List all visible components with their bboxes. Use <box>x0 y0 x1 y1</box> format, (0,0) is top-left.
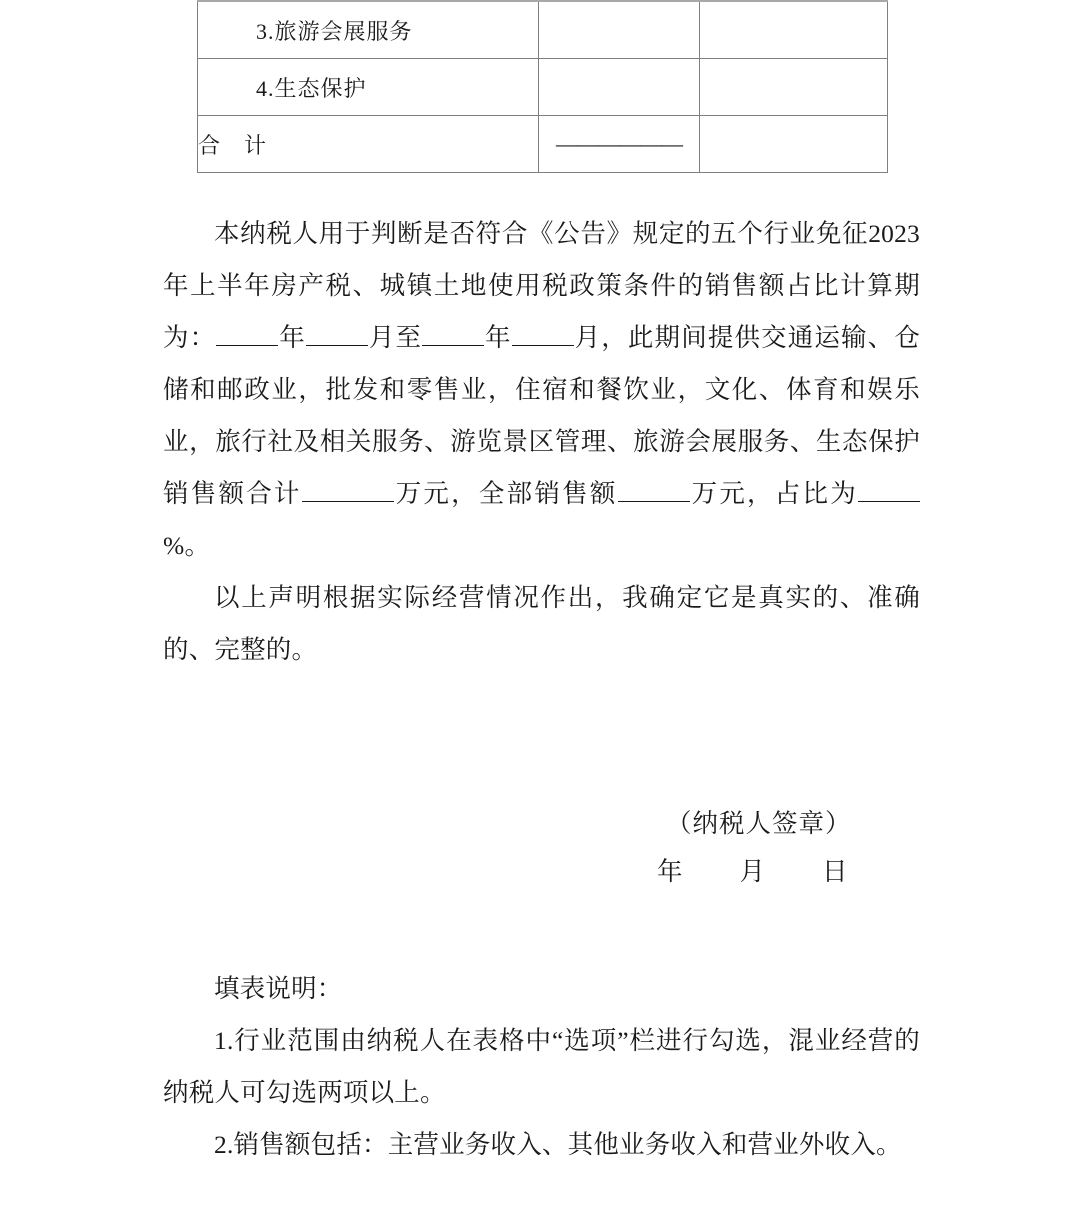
blank-end-year[interactable] <box>422 345 484 346</box>
signature-block <box>163 800 920 896</box>
blank-end-month[interactable] <box>512 345 574 346</box>
em-dash-icon: —————— <box>556 131 682 156</box>
blank-start-month[interactable] <box>306 345 368 346</box>
declaration-paragraph-2: 以上声明根据实际经营情况作出，我确定它是真实的、准确的、完整的。 <box>163 583 920 664</box>
table-cell-total-option <box>539 116 700 173</box>
industry-sales-table <box>197 0 888 173</box>
table-cell-option[interactable] <box>539 1 700 59</box>
table-row-total <box>198 116 888 173</box>
date-day-label: 日 <box>822 857 849 886</box>
declaration-text-segment-8: %。 <box>163 531 211 560</box>
declaration-text-segment-1: 本纳税人用于判断是否符合《公告》规定的五个行业免征2023年上半年房产税、城镇土地使用税政策条件的销售额占比计算期为： <box>163 219 920 352</box>
industry-name-label: 4.生态保护 <box>256 75 367 101</box>
date-year-label: 年 <box>657 857 684 886</box>
signature-date-line[interactable] <box>163 848 920 896</box>
filling-instructions <box>163 963 920 1171</box>
blank-qualified-sales-amount[interactable] <box>302 501 394 502</box>
instruction-item-2: 2.销售额包括：主营业务收入、其他业务收入和营业外收入。 <box>214 1130 902 1159</box>
table-cell-total-label <box>198 116 539 173</box>
instructions-heading: 填表说明： <box>214 974 343 1003</box>
industry-name-label: 3.旅游会展服务 <box>256 18 413 44</box>
declaration-body <box>163 208 920 676</box>
declaration-text-segment-3: 月至 <box>367 323 423 352</box>
blank-start-year[interactable] <box>216 345 278 346</box>
table-row <box>198 1 888 59</box>
total-label: 合 计 <box>198 132 268 158</box>
declaration-text-segment-6: 万元，全部销售额 <box>393 479 618 508</box>
table-cell-amount[interactable] <box>700 59 888 116</box>
blank-total-sales-amount[interactable] <box>618 501 690 502</box>
declaration-text-segment-7: 万元，占比为 <box>689 479 858 508</box>
declaration-text-segment-5: 月，此期间提供交通运输、仓储和邮政业，批发和零售业，住宿和餐饮业，文化、体育和娱乐业，旅行社及相关服务、游览景区管理、旅游会展服务、生态保护销售额合计 <box>163 323 921 508</box>
declaration-paragraph-1 <box>163 208 920 572</box>
instruction-item-1: 1.行业范围由纳税人在表格中“选项”栏进行勾选，混业经营的纳税人可勾选两项以上。 <box>163 1026 920 1107</box>
table-cell-option[interactable] <box>539 59 700 116</box>
signature-stamp-label[interactable]: （纳税人签章） <box>666 809 852 838</box>
blank-percentage[interactable] <box>858 501 920 502</box>
declaration-text-segment-2: 年 <box>278 323 306 352</box>
declaration-text-segment-4: 年 <box>484 323 512 352</box>
table-cell-industry-name <box>198 1 539 59</box>
industry-sales-table-container <box>197 0 884 173</box>
table-cell-total-amount[interactable] <box>700 116 888 173</box>
table-cell-amount[interactable] <box>700 1 888 59</box>
date-month-label: 月 <box>739 857 767 886</box>
table-cell-industry-name <box>198 59 539 116</box>
table-row <box>198 59 888 116</box>
